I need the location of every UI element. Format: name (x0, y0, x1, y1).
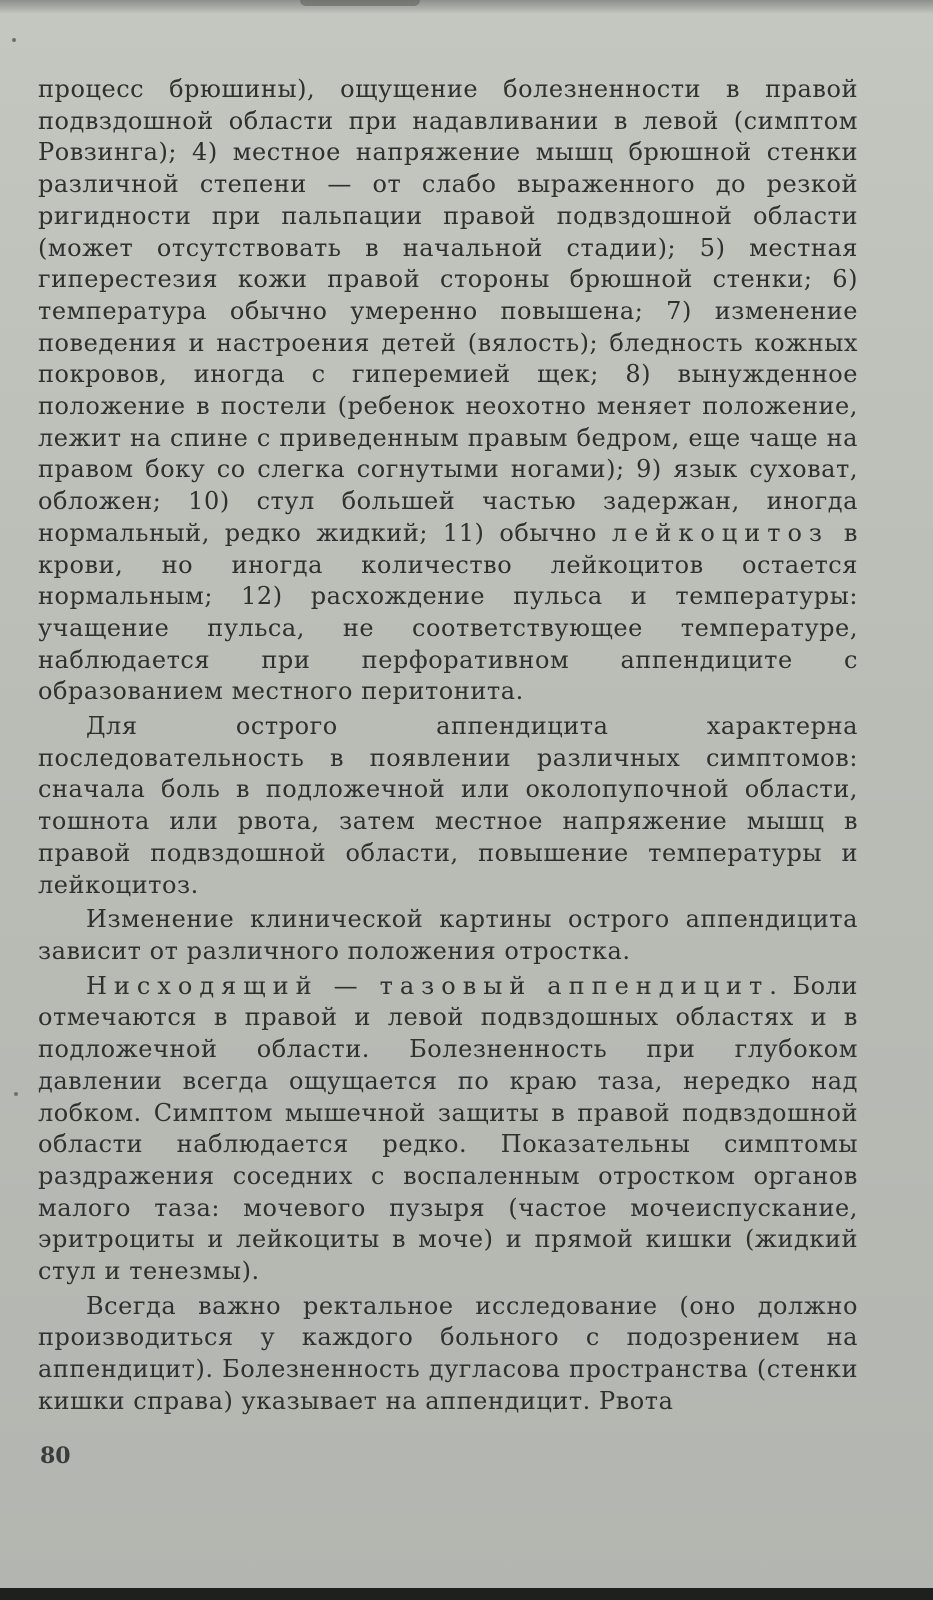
page-top-shadow (0, 0, 933, 14)
paragraph-position: Изменение клинической картины острого аппендицита зависит от различного положения отростка. (38, 905, 858, 965)
paragraph-rectal: Всегда важно ректальное исследование (оно должно производиться у каждого больного с подозрением на аппендицит). Болезненность дугласова пространства (стенки кишки справа) указывает на аппендицит. Рвота (38, 1291, 858, 1415)
scan-bottom-edge (0, 1588, 933, 1600)
paragraph-pelvic (38, 971, 858, 1288)
paper-speck (12, 38, 16, 42)
spaced-heading: Нисходящий — тазовый аппендицит. (86, 971, 784, 1000)
paper-speck (14, 1092, 18, 1096)
paragraph-text: Боли отмечаются в правой и левой подвздошных областях и в подложечной области. Болезненность при глубоком давлении всегда ощущается по краю таза, нередко над лобком. Симптом мышечной защиты в правой подвздошной области наблюдается редко. Показательны симптомы раздражения соседних с воспаленным отростком органов малого таза: мочевого пузыря (частое мочеиспускание, эритроциты и лейкоциты в моче) и прямой кишки (жидкий стул и тенезмы). (38, 971, 858, 1286)
page-number: 80 (40, 1443, 71, 1469)
paragraph-symptoms (38, 74, 858, 708)
paragraph-text: процесс брюшины), ощущение болезненности в правой подвздошной области при надавливании в левой (симптом Ровзинга); 4) местное напряжение мышц брюшной стенки различной степени — от слабо выраженного до резкой ригидности при пальпации правой подвздошной области (может отсутствовать в начальной стадии); 5) местная гиперестезия кожи правой стороны брюшной стенки; 6) температура обычно умеренно повышена; 7) изменение поведения и настроения детей (вялость); бледность кожных покровов, иногда с гиперемией щек; 8) вынужденное положение в постели (ребенок неохотно меняет положение, лежит на спине с приведенным правым бедром, еще чаще на правом боку со слегка согнутыми ногами); 9) язык суховат, обложен; 10) стул большей частью задержан, иногда нормальный, редко жидкий; 11) обычно (38, 75, 858, 547)
paragraph-sequence: Для острого аппендицита характерна последовательность в появлении различных симптомов: сначала боль в подложечной или околопупочной области, тошнота или рвота, затем местное напряжение мышц в правой подвздошной области, повышение температуры и лейкоцитоз. (38, 712, 858, 899)
binding-mark (300, 0, 420, 6)
body-text (38, 74, 858, 1418)
spaced-term: лейкоцитоз (611, 518, 830, 547)
paragraph-text: в крови, но иногда количество лейкоцитов остается нормальным; 12) расхождение пульса и температуры: учащение пульса, не соответствующее температуре, наблюдается при перфоративном аппендиците с образованием местного перитонита. (38, 518, 858, 706)
